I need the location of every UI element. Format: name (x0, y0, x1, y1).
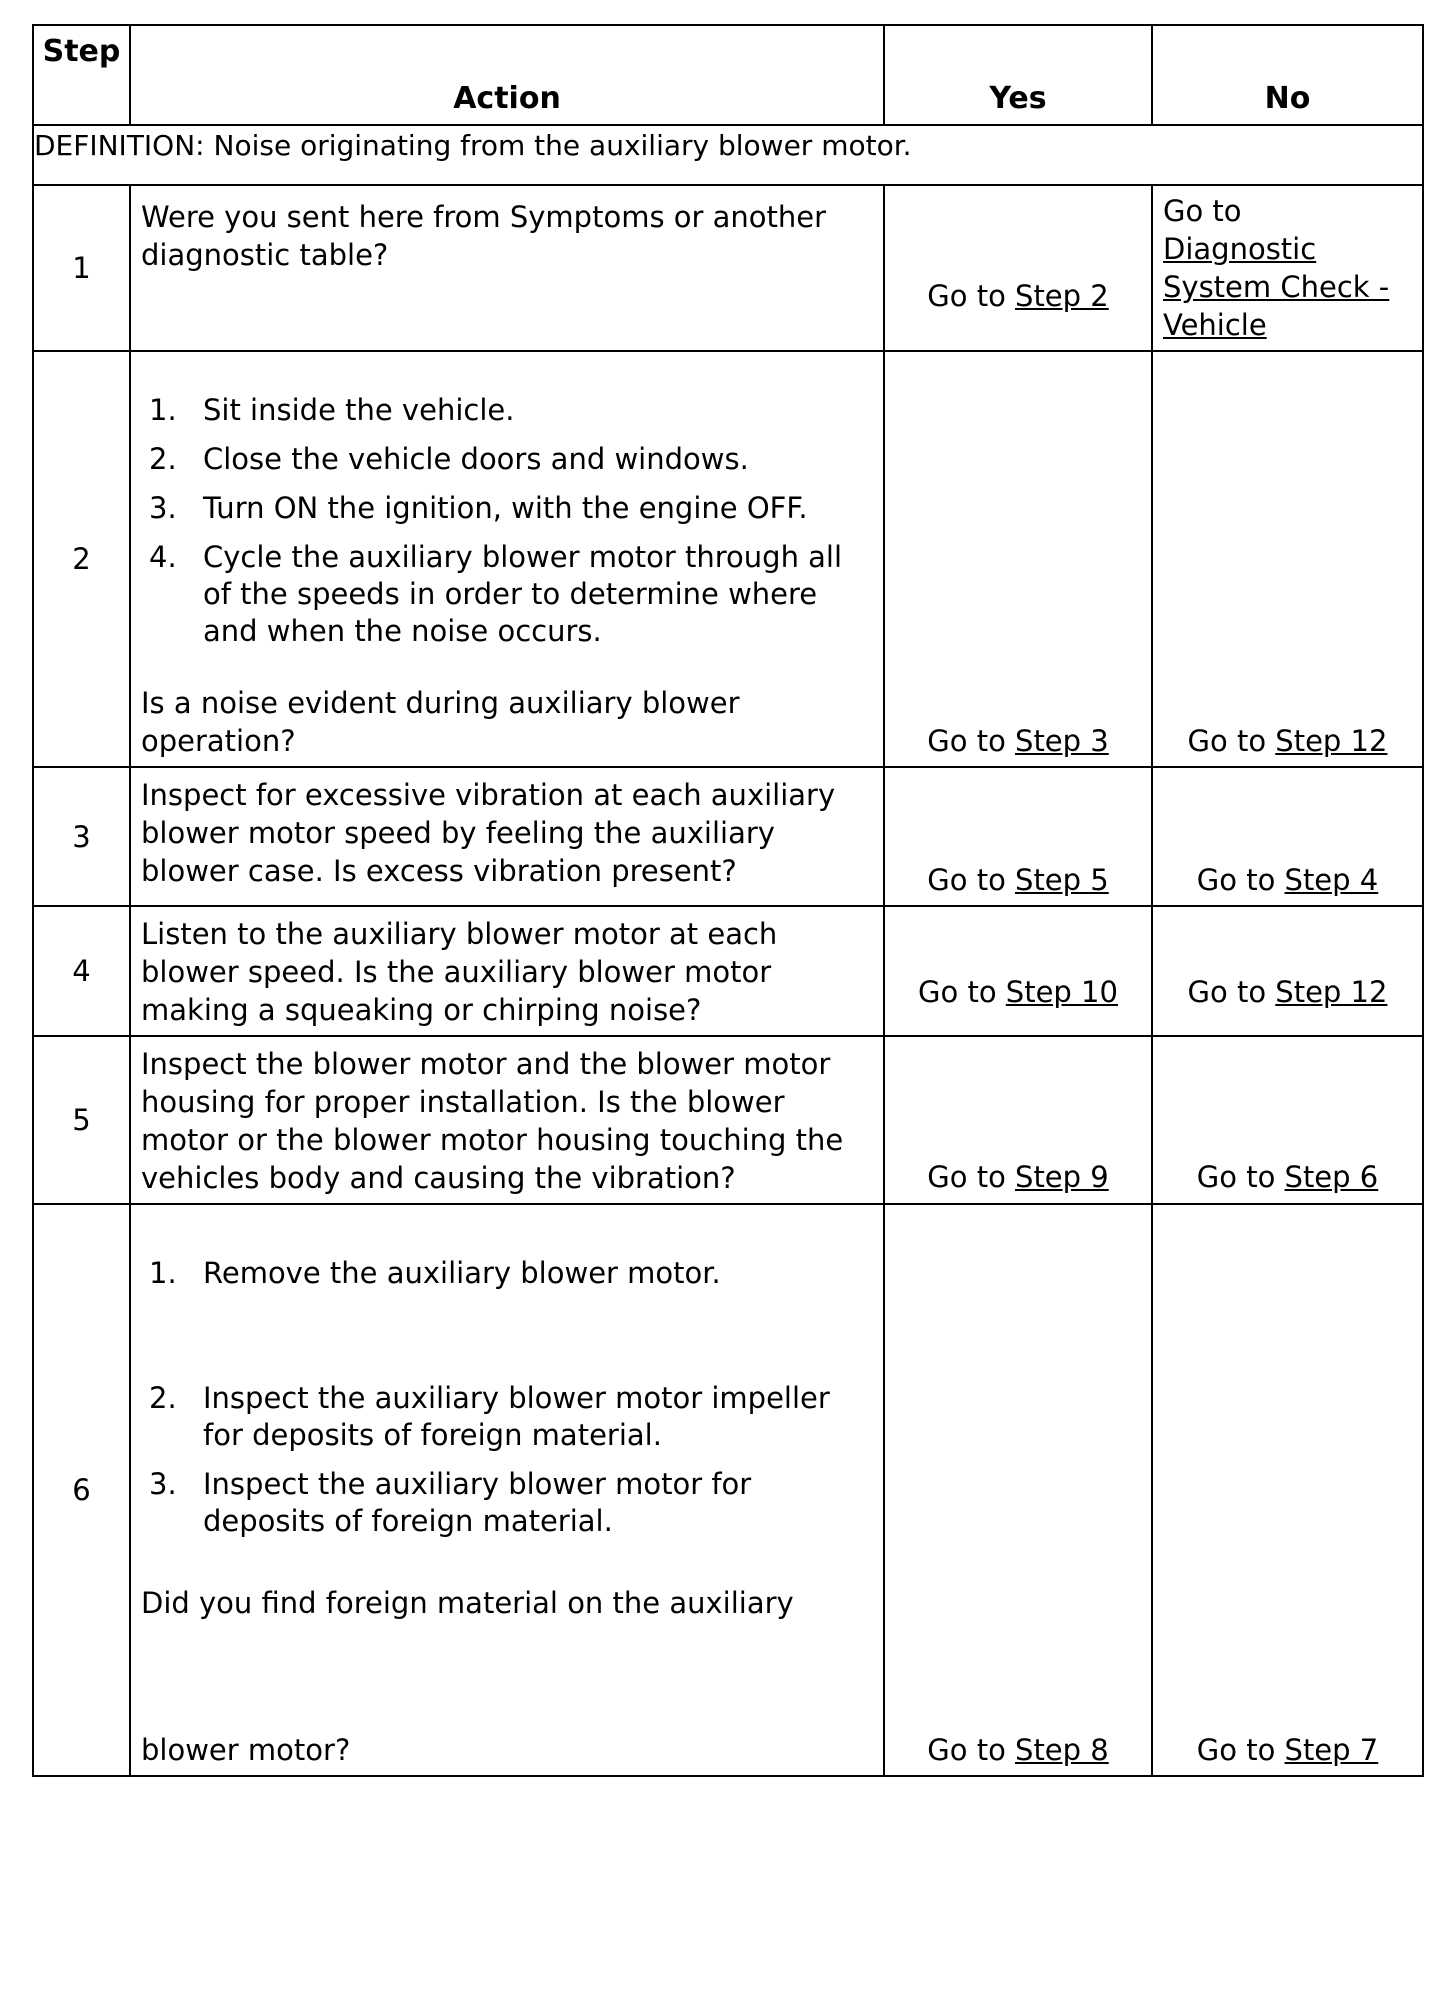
goto-step-link[interactable]: Step 5 (1015, 863, 1109, 897)
definition-text: DEFINITION: Noise originating from the auxiliary blower motor. (33, 125, 1423, 185)
no-cell: Go to Step 6 (1152, 1036, 1423, 1204)
step-number: 1 (33, 185, 130, 351)
action-cell (130, 185, 884, 351)
table-row (33, 1204, 1423, 1776)
action-cell (130, 906, 884, 1036)
yes-cell: Go to Step 5 (884, 767, 1152, 906)
list-item: 3. Inspect the auxiliary blower motor for deposits of foreign material. (149, 1467, 752, 1538)
action-steps (141, 392, 873, 662)
step-number: 5 (33, 1036, 130, 1204)
header-row (33, 25, 1423, 125)
goto-step-link[interactable]: Step 6 (1284, 1160, 1379, 1194)
goto-diagnostic-link[interactable]: Diagnostic System Check - Vehicle (1163, 232, 1390, 342)
action-steps (141, 1255, 873, 1552)
action-cell (130, 1036, 884, 1204)
step-number: 2 (33, 351, 130, 767)
header-no: No (1152, 25, 1423, 125)
list-item: 2. Close the vehicle doors and windows. (149, 442, 749, 476)
action-text: Listen to the auxiliary blower motor at each blower speed. Is the auxiliary blower motor making a squeaking or chirping noise? (141, 917, 778, 1027)
list-item: 2. Inspect the auxiliary blower motor impeller for deposits of foreign material. (149, 1381, 830, 1452)
list-item: 1. Sit inside the vehicle. (149, 393, 515, 427)
action-cell (130, 767, 884, 906)
action-question-end: blower motor? (141, 1733, 351, 1767)
goto-step-link[interactable]: Step 4 (1284, 863, 1379, 897)
list-item: 1. Remove the auxiliary blower motor. (149, 1256, 721, 1290)
list-item: 3. Turn ON the ignition, with the engine OFF. (149, 491, 808, 525)
table-row (33, 351, 1423, 767)
goto-step-link[interactable]: Step 3 (1015, 724, 1109, 758)
list-item: 4. Cycle the auxiliary blower motor through all of the speeds in order to determine where and when the noise occurs. (149, 540, 843, 648)
step-number: 3 (33, 767, 130, 906)
header-action: Action (130, 25, 884, 125)
action-text: Inspect for excessive vibration at each auxiliary blower motor speed by feeling the auxiliary blower case. Is excess vibration present? (141, 778, 836, 888)
goto-step-link[interactable]: Step 7 (1284, 1733, 1379, 1767)
no-cell: Go to Step 12 (1152, 906, 1423, 1036)
table-row (33, 185, 1423, 351)
action-cell (130, 351, 884, 767)
no-cell: Go to Step 12 (1152, 351, 1423, 767)
yes-cell: Go to Step 8 (884, 1204, 1152, 1776)
action-text: Were you sent here from Symptoms or another diagnostic table? (141, 200, 827, 272)
step-number: 4 (33, 906, 130, 1036)
no-cell: Go to Step 7 (1152, 1204, 1423, 1776)
goto-step-link[interactable]: Step 12 (1275, 975, 1388, 1009)
goto-step-link[interactable]: Step 10 (1005, 975, 1118, 1009)
action-question: Is a noise evident during auxiliary blower operation? (141, 686, 740, 758)
step-number: 6 (33, 1204, 130, 1776)
goto-step-link[interactable]: Step 12 (1275, 724, 1388, 758)
yes-cell: Go to Step 3 (884, 351, 1152, 767)
action-text: Inspect the blower motor and the blower motor housing for proper installation. Is the blower motor or the blower motor housing touching the vehicles body and causing the vibration? (141, 1047, 844, 1195)
table-row (33, 1036, 1423, 1204)
header-yes: Yes (884, 25, 1152, 125)
goto-step-link[interactable]: Step 2 (1015, 279, 1109, 313)
yes-cell: Go to Step 9 (884, 1036, 1152, 1204)
table-row (33, 906, 1423, 1036)
header-step: Step (33, 25, 130, 125)
table-row (33, 767, 1423, 906)
action-cell (130, 1204, 884, 1776)
action-question: Did you find foreign material on the auxiliary (141, 1586, 794, 1620)
no-cell: Go to Step 4 (1152, 767, 1423, 906)
goto-step-link[interactable]: Step 9 (1015, 1160, 1109, 1194)
diagnostic-table (32, 24, 1424, 1777)
goto-step-link[interactable]: Step 8 (1015, 1733, 1109, 1767)
yes-cell: Go to Step 2 (884, 185, 1152, 351)
definition-row (33, 125, 1423, 185)
yes-cell: Go to Step 10 (884, 906, 1152, 1036)
no-cell: Go to Diagnostic System Check - Vehicle (1152, 185, 1423, 351)
